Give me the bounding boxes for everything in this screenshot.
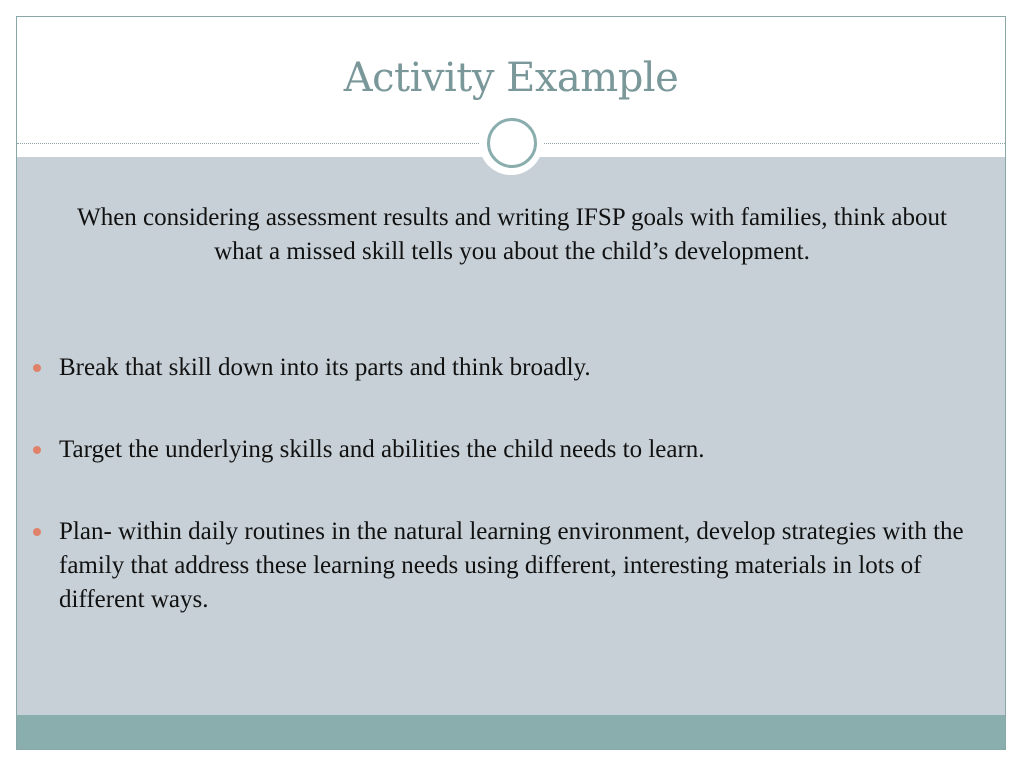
- bullet-dot-icon: [33, 364, 41, 372]
- list-item: [33, 351, 964, 385]
- bullet-list: [33, 351, 964, 665]
- circle-ornament-icon: [487, 118, 537, 168]
- bullet-text: Target the underlying skills and abilities the child needs to learn.: [59, 436, 705, 463]
- list-item: [33, 433, 964, 467]
- bullet-dot-icon: [33, 528, 41, 536]
- footer-bar: [17, 715, 1005, 749]
- slide-title: Activity Example: [343, 55, 679, 101]
- bullet-text: Break that skill down into its parts and think broadly.: [59, 354, 591, 381]
- bullet-text: Plan- within daily routines in the natural learning environment, develop strategies with the family that address these learning needs using different, interesting materials in lots of different ways.: [59, 518, 964, 613]
- list-item: [33, 515, 964, 617]
- intro-paragraph: When considering assessment results and writing IFSP goals with families, think about what a missed skill tells you about the child’s development.: [77, 204, 947, 265]
- bullet-dot-icon: [33, 446, 41, 454]
